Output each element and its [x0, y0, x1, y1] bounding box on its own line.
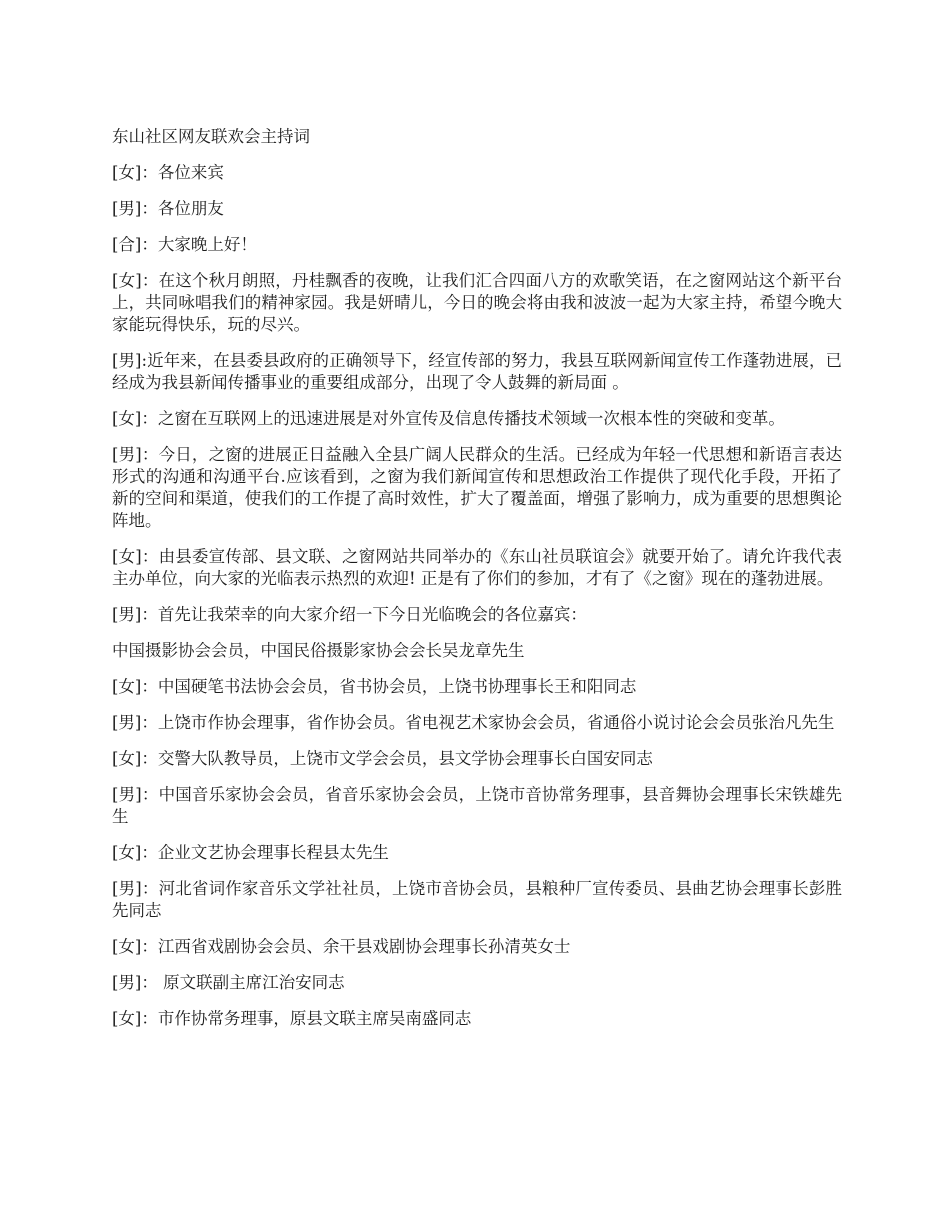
paragraph: [男]：中国音乐家协会会员，省音乐家协会会员，上饶市音协常务理事，县音舞协会理事长宋铁雄先生: [112, 785, 842, 826]
paragraph: [女]：企业文艺协会理事长程县太先生: [112, 843, 389, 862]
paragraph: [女]：在这个秋月朗照，丹桂飘香的夜晚，让我们汇合四面八方的欢歌笑语，在之窗网站这个新平台上，共同咏唱我们的精神家园。我是妍晴儿，今日的晚会将由我和波波一起为大家主持，希望今晚大家能玩得快乐，玩的尽兴。: [112, 271, 842, 334]
paragraph: [男]：首先让我荣幸的向大家介绍一下今日光临晚会的各位嘉宾：: [112, 605, 587, 624]
paragraph: [男]： 原文联副主席江治安同志: [112, 973, 345, 992]
paragraph: [男]：今日，之窗的进展正日益融入全县广阔人民群众的生活。已经成为年轻一代思想和新语言表达形式的沟通和沟通平台.应该看到，之窗为我们新闻宣传和思想政治工作提供了现代化手段，开拓了新的空间和渠道，使我们的工作提了高时效性，扩大了覆盖面，增强了影响力，成为重要的思想舆论阵地。: [112, 445, 842, 530]
paragraph: [男]:近年来，在县委县政府的正确领导下，经宣传部的努力，我县互联网新闻宣传工作蓬勃进展，已经成为我县新闻传播事业的重要组成部分，出现了令人鼓舞的新局面 。: [112, 351, 842, 392]
paragraph: [女]：各位来宾: [112, 163, 224, 182]
paragraph: [合]：大家晚上好！: [112, 235, 257, 254]
paragraph: [女]：之窗在互联网上的迅速进展是对外宣传及信息传播技术领域一次根本性的突破和变革。: [112, 409, 785, 428]
paragraph: [女]：交警大队教导员，上饶市文学会会员，县文学协会理事长白国安同志: [112, 749, 653, 768]
paragraph: [女]：市作协常务理事，原县文联主席吴南盛同志: [112, 1009, 472, 1028]
paragraph: [女]：中国硬笔书法协会会员，省书协会员，上饶书协理事长王和阳同志: [112, 677, 637, 696]
paragraph: [男]：各位朋友: [112, 199, 224, 218]
paragraph: [女]：江西省戏剧协会会员、余干县戏剧协会理事长孙清英女士: [112, 937, 571, 956]
paragraph: [男]：河北省词作家音乐文学社社员，上饶市音协会员，县粮种厂宣传委员、县曲艺协会理事长彭胜先同志: [112, 879, 842, 920]
paragraph: [女]：由县委宣传部、县文联、之窗网站共同举办的《东山社员联谊会》就要开始了。请允许我代表主办单位，向大家的光临表示热烈的欢迎! 正是有了你们的参加，才有了《之窗》现在的蓬勃进展。: [112, 547, 842, 588]
paragraph: 中国摄影协会会员，中国民俗摄影家协会会长吴龙章先生: [112, 641, 525, 660]
document-title: 东山社区网友联欢会主持词: [112, 127, 310, 146]
paragraph: [男]：上饶市作协会理事，省作协会员。省电视艺术家协会会员，省通俗小说讨论会会员张治凡先生: [112, 713, 835, 732]
document-body: [112, 126, 842, 1044]
